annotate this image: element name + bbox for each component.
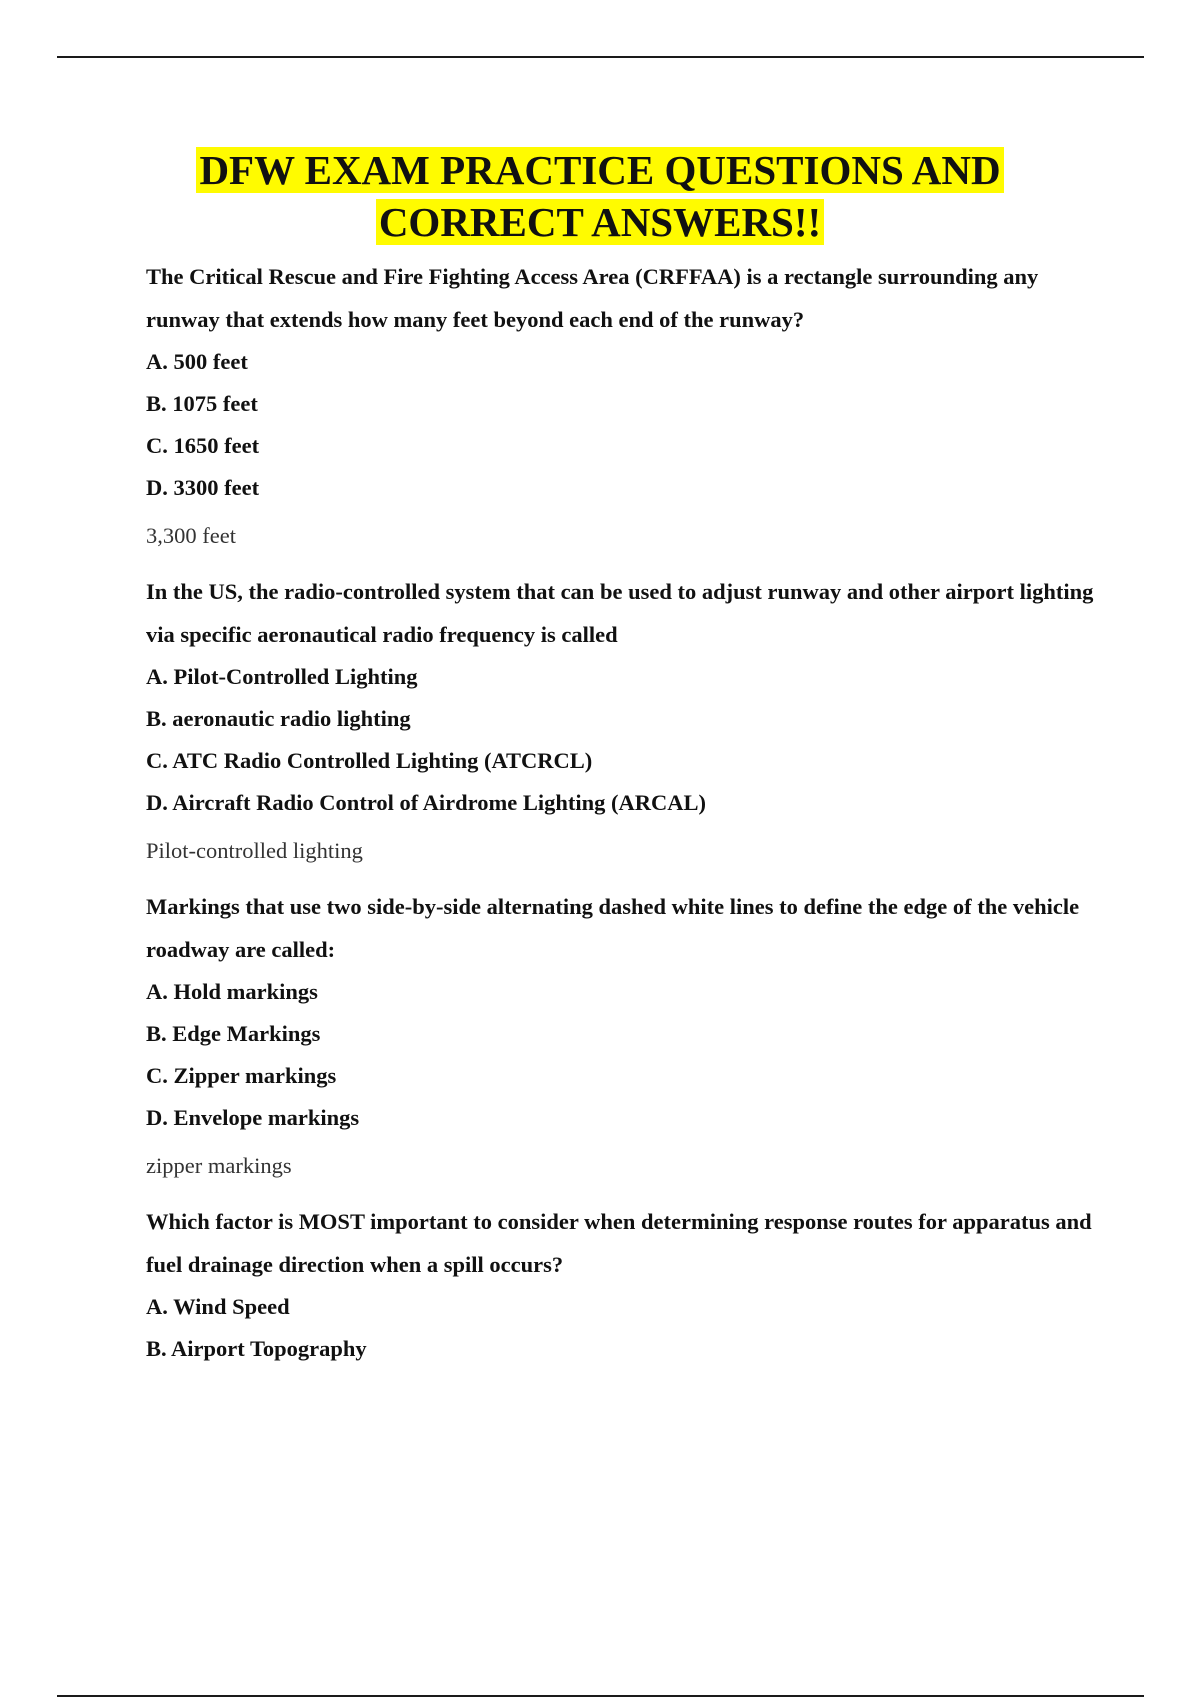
option-a: A. Wind Speed bbox=[146, 1294, 290, 1319]
option-a: A. Hold markings bbox=[146, 979, 318, 1004]
page-title bbox=[80, 144, 1120, 248]
title-line-2: CORRECT ANSWERS!! bbox=[376, 199, 824, 245]
option-c: C. Zipper markings bbox=[146, 1063, 337, 1088]
question-block bbox=[146, 1201, 1106, 1370]
option-d: D. Aircraft Radio Control of Airdrome Lighting (ARCAL) bbox=[146, 790, 706, 815]
answer-text: Pilot-controlled lighting bbox=[146, 838, 363, 863]
option-b: B. 1075 feet bbox=[146, 391, 258, 416]
title-line-1: DFW EXAM PRACTICE QUESTIONS AND bbox=[196, 147, 1003, 193]
answer-text: zipper markings bbox=[146, 1153, 292, 1178]
option-c: C. ATC Radio Controlled Lighting (ATCRCL) bbox=[146, 748, 593, 773]
option-a: A. Pilot-Controlled Lighting bbox=[146, 664, 418, 689]
option-d: D. Envelope markings bbox=[146, 1105, 360, 1130]
question-block bbox=[146, 886, 1106, 1181]
question-block bbox=[146, 256, 1106, 551]
bottom-rule bbox=[57, 1695, 1144, 1697]
question-text: Markings that use two side-by-side alternating dashed white lines to define the edge of the vehicle roadway are called: bbox=[146, 894, 1080, 962]
option-b: B. Edge Markings bbox=[146, 1021, 321, 1046]
option-a: A. 500 feet bbox=[146, 349, 248, 374]
question-block bbox=[146, 571, 1106, 866]
answer-text: 3,300 feet bbox=[146, 523, 236, 548]
option-b: B. aeronautic radio lighting bbox=[146, 706, 411, 731]
questions-list bbox=[146, 256, 1106, 1370]
option-d: D. 3300 feet bbox=[146, 475, 260, 500]
question-text: Which factor is MOST important to consider when determining response routes for apparatus and fuel drainage direction when a spill occurs? bbox=[146, 1209, 1092, 1277]
question-text: In the US, the radio-controlled system that can be used to adjust runway and other airport lighting via specific aeronautical radio frequency is called bbox=[146, 579, 1094, 647]
question-text: The Critical Rescue and Fire Fighting Access Area (CRFFAA) is a rectangle surrounding any runway that extends how many feet beyond each end of the runway? bbox=[146, 264, 1039, 332]
option-c: C. 1650 feet bbox=[146, 433, 260, 458]
top-rule bbox=[57, 56, 1144, 58]
option-b: B. Airport Topography bbox=[146, 1336, 367, 1361]
